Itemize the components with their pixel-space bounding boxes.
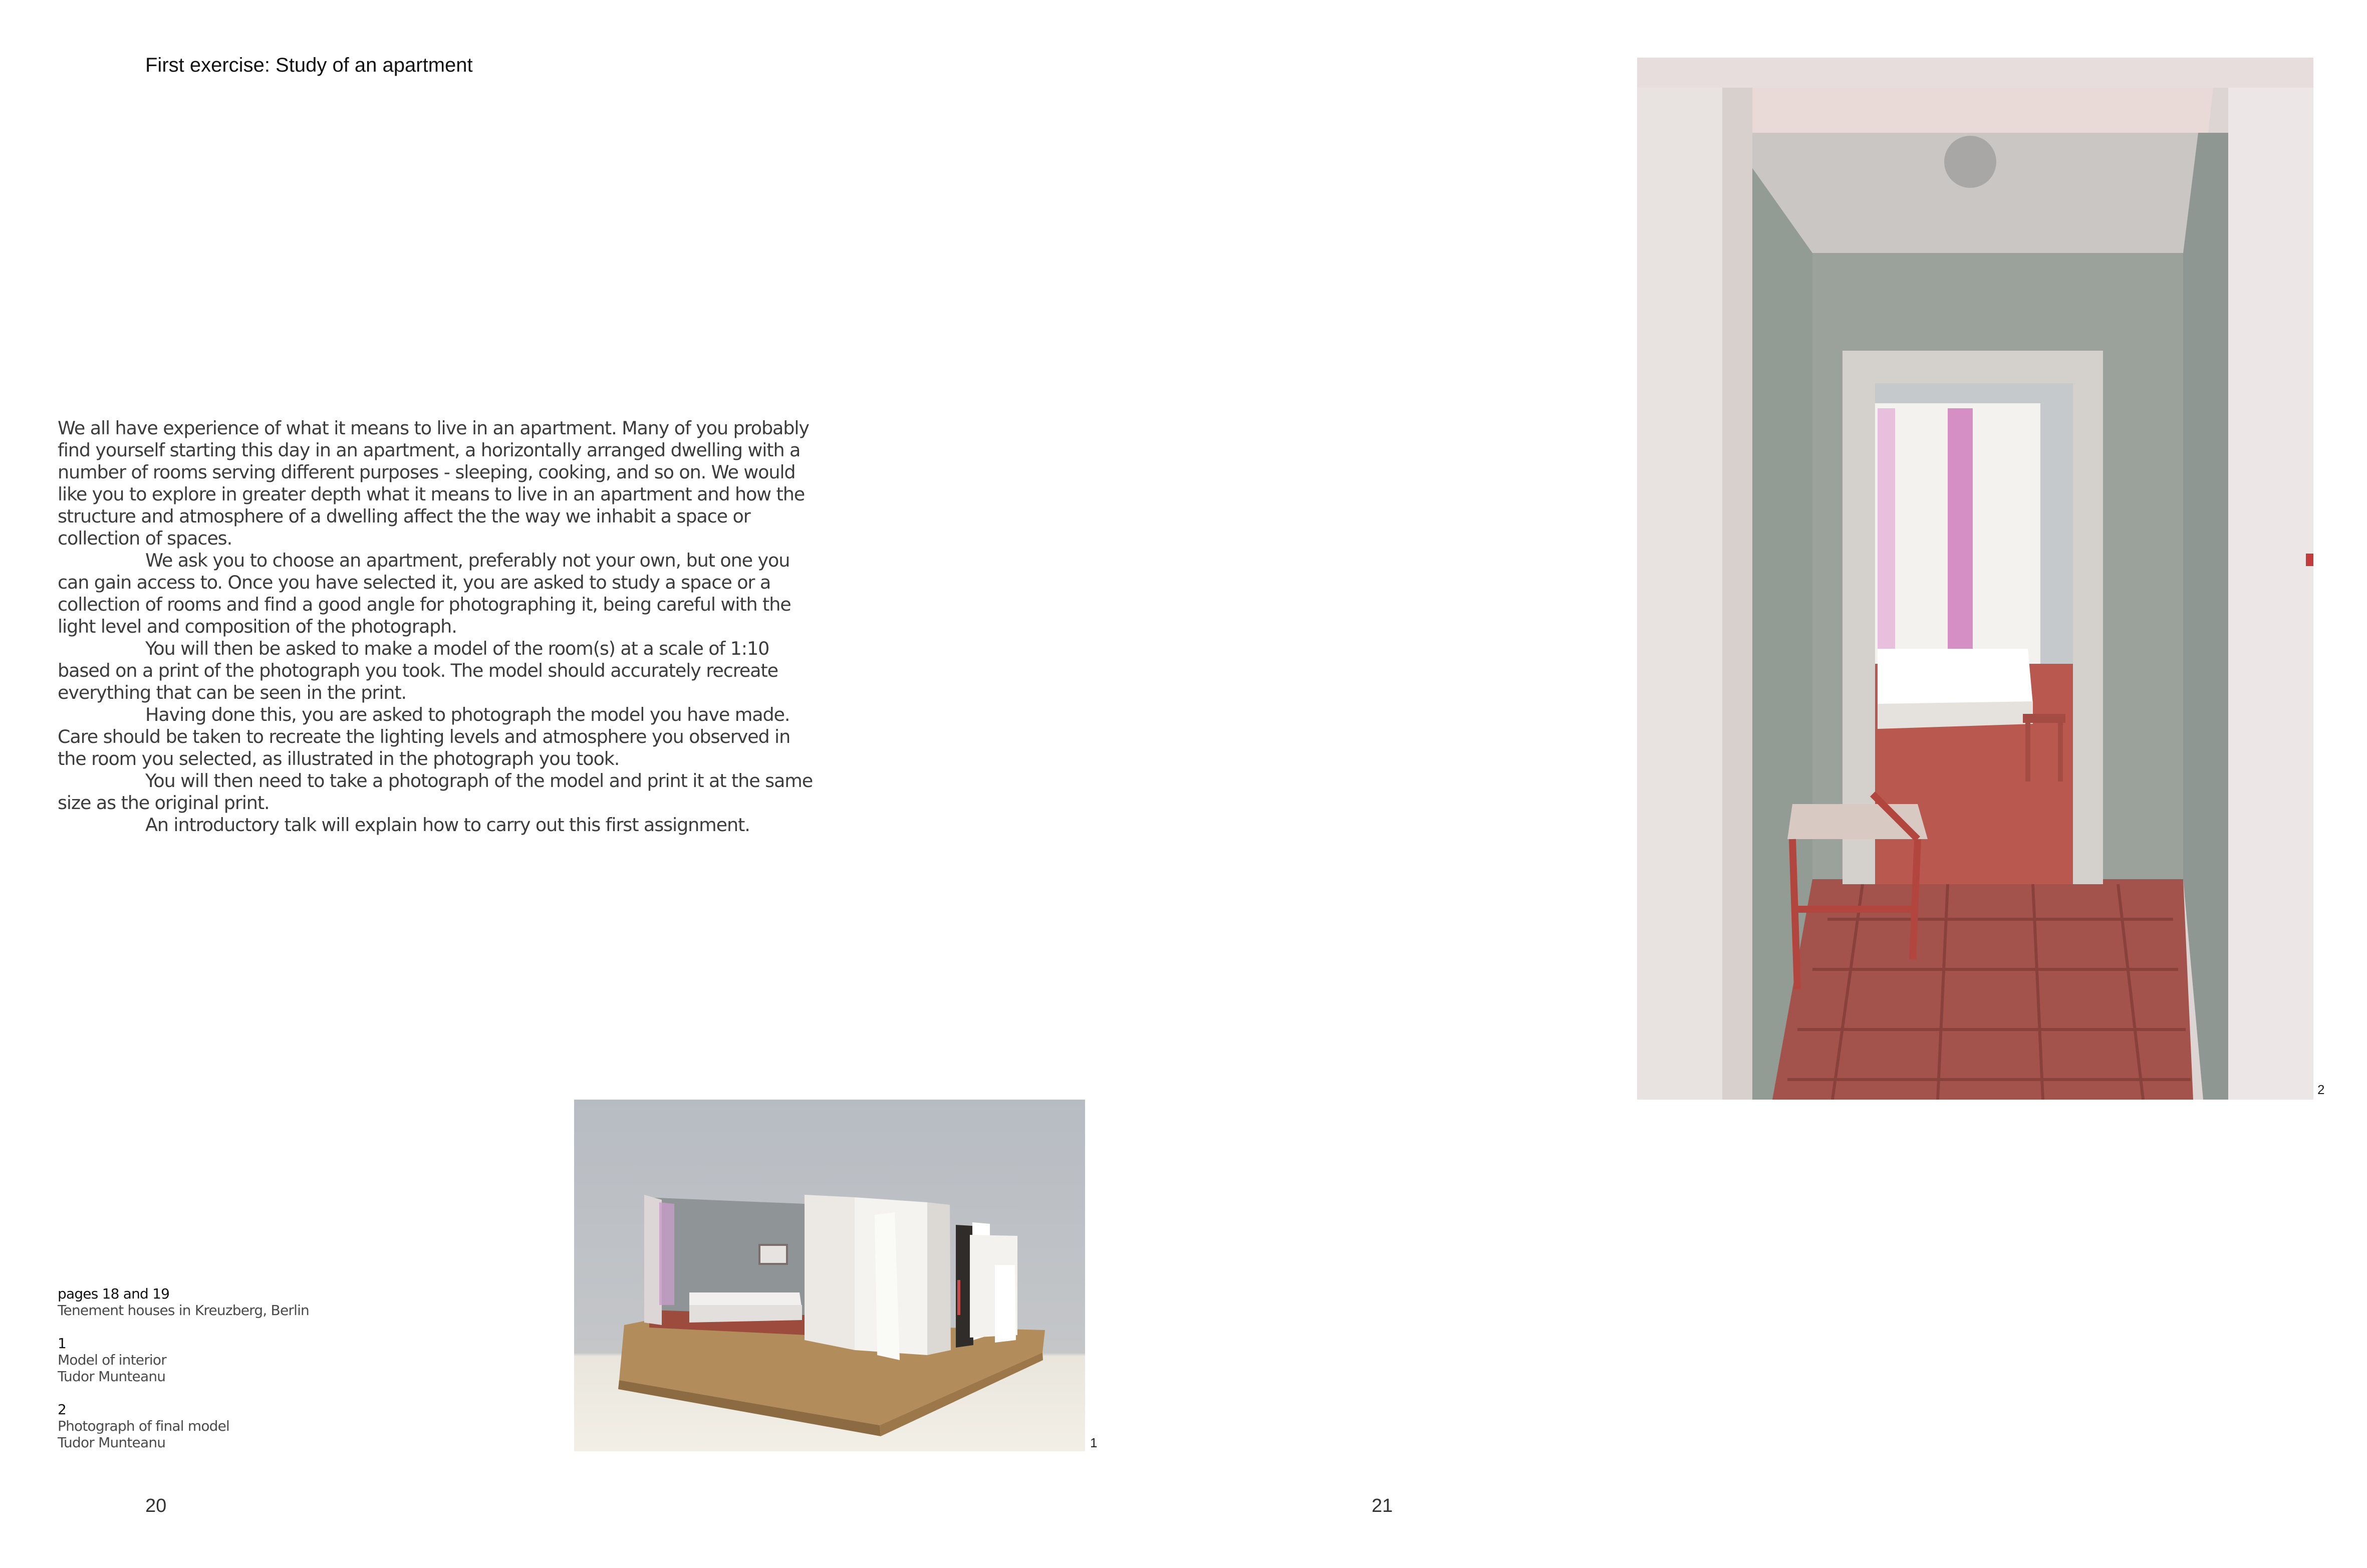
page-number-left: 20: [145, 1495, 167, 1516]
caption-line: Photograph of final model: [58, 1418, 230, 1434]
hallway-photo-illustration: [1637, 58, 2313, 1100]
paragraph: Having done this, you are asked to photograph the model you have made. Care should be taken to recreate the lighting levels and atmosphere you observed in the room you selected, as illustrated in the photograph you took.: [58, 704, 791, 769]
caption-figure-2: [58, 1401, 408, 1451]
hallway-photo: [1637, 58, 2313, 1100]
paragraph: An introductory talk will explain how to carry out this first assignment.: [145, 814, 750, 836]
figure-number-2: 2: [2317, 1082, 2325, 1097]
figure-captions: [58, 1285, 408, 1467]
model-photo-illustration: [574, 1100, 1085, 1451]
caption-line: Tudor Munteanu: [58, 1368, 166, 1385]
caption-head: pages 18 and 19: [58, 1285, 170, 1302]
paragraph: We ask you to choose an apartment, preferably not your own, but one you can gain access to. Once you have selected it, you are asked to study a space or a collection of rooms and find a good angle for photographing it, being careful with the light level and composition of the photograph.: [58, 550, 791, 637]
exercise-title: First exercise: Study of an apartment: [145, 54, 473, 76]
caption-pages: [58, 1285, 408, 1319]
caption-line: Tudor Munteanu: [58, 1434, 166, 1451]
caption-head: 1: [58, 1335, 67, 1352]
figure-number-1: 1: [1090, 1435, 1098, 1450]
paragraph: We all have experience of what it means to live in an apartment. Many of you probably find yourself starting this day in an apartment, a horizontally arranged dwelling with a number of rooms serving different purposes - sleeping, cooking, and so on. We would like you to explore in greater depth what it means to live in an apartment and how the structure and atmosphere of a dwelling affect the the way we inhabit a space or collection of spaces.: [58, 417, 809, 549]
paragraph: You will then need to take a photograph of the model and print it at the same size as the original print.: [58, 770, 813, 814]
caption-line: Tenement houses in Kreuzberg, Berlin: [58, 1302, 309, 1319]
page-number-right: 21: [1372, 1495, 1393, 1516]
caption-head: 2: [58, 1401, 67, 1418]
caption-figure-1: [58, 1335, 408, 1385]
paragraph: You will then be asked to make a model of the room(s) at a scale of 1:10 based on a print of the photograph you took. The model should accurately recreate everything that can be seen in the print.: [58, 638, 778, 703]
body-text: [58, 417, 819, 836]
caption-line: Model of interior: [58, 1352, 166, 1368]
model-photo: [574, 1100, 1085, 1451]
